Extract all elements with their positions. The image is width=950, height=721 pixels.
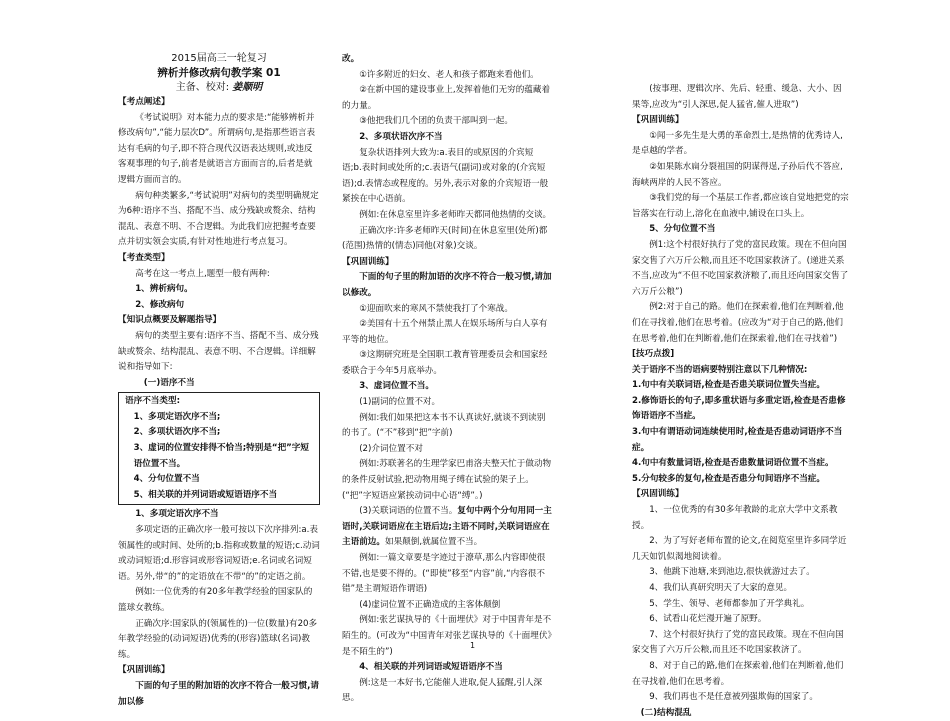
section-heading: (二)结构混乱 (640, 707, 692, 718)
tip-item: 1.句中有关联词语,检查是否患关联词位置失当症。 (632, 380, 825, 391)
paragraph: 正确次序:国家队的(领属性的)一位(数量)有20多年教学经验的(动词短语)优秀的(形容)篮球(名词)教练。 (118, 618, 318, 660)
exercise-item: 6、试看山花烂漫开遍了原野。 (649, 614, 767, 625)
paragraph: 例如:我们如果把这本书不认真读好,就谈不到读别的书了。(“不”移到“把”字前) (342, 412, 546, 439)
paragraph: 高考在这一考点上,题型一般有两种: (135, 268, 270, 279)
exercise-item: 8、对于自己的路,他们在探索着,他们在判断着,他们在寻找着,他们在思考着。 (632, 660, 844, 687)
paragraph: 《考试说明》对本能力点的要求是:“能够辨析并修改病句”,“能力层次D”。所谓病句,是指那些语言表达有毛病的句子,即不符合现代汉语表达规则,或违反客观事理的句子,前者是就语言方面而言的,后者是就逻辑方面而言的。 (118, 112, 316, 185)
example-item: ②在新中国的建设事业上,发挥着他们无穷的蕴藏着的力量。 (342, 85, 551, 111)
box-line: 5、相关联的并列词语或短语语序不当 (133, 489, 278, 500)
tip-item: 2.修饰语长的句子,即多重状语与多重定语,检查是否患修饰语语序不当症。 (632, 395, 846, 422)
rule-text: 复句中两个分句用同一主语时,关联词语应在主语后边;主语不同时,关联词语应在主语前边。 (342, 506, 552, 548)
sub-point-label: (3)关联词语的位置不当。 (359, 506, 458, 517)
doc-title: 辨析并修改病句教学案 01 (157, 67, 281, 79)
type-item: 2、修改病句 (135, 299, 185, 310)
subsection-heading: 5、分句位置不当 (649, 224, 716, 235)
paragraph: 例1:这个村很好执行了党的富民政策。现在不但向国家交售了六万斤公粮,而且还不吃国家救济了。(递进关系不当,应改为“不但不吃国家救济粮了,而且还向国家交售了六万斤公粮”) (632, 239, 849, 297)
heading-gonggu: 【巩固训练】 (118, 665, 170, 676)
paragraph: 例:这是一本好书,它能催人进取,促人猛醒,引人深思。 (342, 677, 543, 704)
summary-box (118, 392, 320, 505)
example-item: ③我们党的每一个基层工作者,都应该自觉地把党的宗旨落实在行动上,溶化在血液中,铺设在口头上。 (632, 193, 849, 219)
example-item: ②如果陈水扁分裂祖国的阴谋得逞,子孙后代不答应,海峡两岸的人民不答应。 (632, 161, 843, 188)
box-line: 2、多项状语次序不当; (133, 427, 221, 438)
paragraph: 例如:张艺谋执导的《十面埋伏》对于中国青年是不陌生的。(可改为“中国青年对张艺谋执导的《十面埋伏》是不陌生的”) (342, 615, 552, 657)
author-signature: 姜顺明 (232, 82, 263, 93)
heading-gonggu: 【巩固训练】 (342, 256, 394, 267)
heading-jiqiao: [技巧点拨] (632, 349, 675, 360)
page-number: 1 (470, 641, 476, 650)
example-item: ③他把我们几个团的负责干部叫到一起。 (359, 116, 513, 127)
subsection-heading: 4、相关联的并列词语或短语语序不当 (359, 662, 503, 673)
section-heading: (一)语序不当 (143, 377, 195, 388)
paragraph: 多项定语的正确次序一般可按以下次序排列:a.表领属性的或时间、处所的;b.指称或数量的短语;c.动词或动词短语;d.形容词或形容词短语;e.名词或名词短语。另外,带“的”的定语放在不带“的”的定语之前。 (118, 525, 320, 582)
heading-zhishi: 【知识点概要及解题指导】 (118, 315, 222, 326)
exercise-item: 9、我们再也不是任意被列强欺侮的国家了。 (649, 692, 818, 703)
box-line: 3、虚词的位置安排得不恰当;特别是“把”字短语位置不当。 (133, 443, 309, 469)
paragraph: 例如:在休息室里许多老师昨天都同他热情的交谈。 (359, 209, 552, 220)
tip-intro: 关于语序不当的语病要特别注意以下几种情况: (632, 364, 808, 375)
paragraph: 例如:一位优秀的有20多年教学经验的国家队的篮球女教练。 (118, 587, 313, 613)
exercise-item: 7、这个村很好执行了党的富民政策。现在不但向国家交售了六万斤公粮,而且还不吃国家救济了。 (632, 629, 844, 656)
example-item: ①迎面吹来的寒风不禁使我打了个寒战。 (359, 303, 513, 314)
box-line: 4、分句位置不当 (133, 474, 200, 485)
tip-item: 4.句中有数量词语,检查是否患数量词语位置不当症。 (632, 458, 834, 469)
column-middle (342, 52, 552, 707)
example-item: ③这期研究班是全国职工教育管理委员会和国家经委联合于今年5月底举办。 (342, 350, 548, 376)
author-line (118, 80, 320, 95)
heading-kaodian: 【考点阐述】 (118, 97, 170, 107)
subsection-heading: 1、多项定语次序不当 (135, 509, 219, 520)
tip-item: 5.分句较多的复句,检查是否患分句间语序不当症。 (632, 473, 825, 484)
rule-text-cont: 如果颠倒,就属位置不当。 (384, 537, 483, 548)
sub-point: (2)介词位置不对 (359, 443, 423, 454)
paragraph: 正确次序:许多老师昨天(时间)在休息室里(处所)都(范围)热情的(情态)同他(对象)交谈。 (342, 225, 548, 252)
tip-item: 3.句中有谓语动词连续使用时,检查是否患动词语序不当症。 (632, 427, 843, 453)
example-item: ①闻一多先生是大勇的革命烈士,是热情的优秀诗人,是卓越的学者。 (632, 130, 843, 157)
column-right (632, 82, 850, 721)
subsection-heading: 3、虚词位置不当。 (359, 381, 434, 392)
paragraph: (按事理、逻辑次序、先后、轻重、缓急、大小、因果等,应改为“引人深思,促人猛省,催人进取”) (632, 84, 842, 110)
paragraph: 例2:对于自己的路。他们在探索着,他们在判断着,他们在寻找着,他们在思考着。(应改为“对于自己的路,他们在思考着,他们在判断着,他们在探索着,他们在寻找着”) (632, 302, 844, 344)
sub-point: (1)副词的位置不对。 (359, 397, 441, 408)
exercise-item: 5、学生、领导、老师都参加了开学典礼。 (649, 598, 810, 609)
exercise-item: 4、我们认真研究明天了大家的意见。 (649, 583, 793, 593)
example-item: ②美国有十五个州禁止黑人在娱乐场所与白人享有平等的地位。 (342, 319, 548, 345)
heading-gonggu: 【巩固训练】 (632, 115, 684, 126)
exercise-item: 1、一位优秀的有30多年教龄的北京大学中文系教授。 (632, 505, 838, 531)
paragraph: 例如:一篇文章要是字迹过于潦草,那么内容即使很不错,也是要不得的。(“即使”移至“内容”前,“内容很不错”是主谓短语作谓语) (342, 553, 546, 595)
doc-series-title: 2015届高三一轮复习 (171, 53, 267, 64)
paragraph: 病句的类型主要有:语序不当、搭配不当、成分残缺或赘余、结构混乱、表意不明、不合逻辑。详细解说和指导如下: (118, 330, 319, 373)
exercise-instruction: 下面的句子里的附加语的次序不符合一般习惯,请加以修改。 (342, 272, 552, 298)
paragraph: 复杂状语排列大致为:a.表目的或原因的介宾短语;b.表时间或处所的;c.表语气(副词)或对象的(介宾短语);d.表情态或程度的。另外,表示对象的介宾短语一般紧挨在中心语前。 (342, 147, 549, 205)
heading-leixing: 【考查类型】 (118, 252, 170, 263)
box-line: 1、多项定语次序不当; (133, 411, 221, 422)
author-prefix: 主备、校对: (175, 82, 230, 93)
exercise-instruction-cont: 改。 (342, 54, 360, 64)
column-left (118, 52, 320, 710)
paragraph: 病句种类繁多,“考试说明”对病句的类型明确规定为6种:语序不当、搭配不当、成分残缺或赘余、结构混乱、表意不明、不合逻辑。为此我们应把握考查要点并切实领会实质,有针对性地进行考点复习。 (118, 190, 319, 248)
sub-point (342, 504, 552, 551)
sub-point: (4)虚词位置不正确造成的主客体颠倒 (359, 599, 501, 610)
example-item: ①许多附近的妇女、老人和孩子都跑来看他们。 (359, 69, 539, 80)
subsection-heading: 2、多项状语次序不当 (359, 131, 443, 142)
exercise-item: 3、他跳下池塘,来到池边,很快就游过去了。 (649, 567, 815, 578)
paragraph: 例如:苏联著名的生理学家巴甫洛夫整天忙于做动物的条件反射试验,把动物用绳子缚在试验的架子上。(“把”字短语应紧挨动词中心语“缚”。) (342, 459, 552, 501)
box-line: 语序不当类型: (125, 396, 180, 407)
exercise-item: 2、为了写好老师布置的论文,在阅览室里许多同学近几天如饥似渴地阅读着。 (632, 536, 847, 562)
type-item: 1、辨析病句。 (135, 284, 193, 295)
heading-gonggu: 【巩固训练】 (632, 489, 684, 500)
exercise-instruction: 下面的句子里的附加语的次序不符合一般习惯,请加以修 (118, 680, 319, 707)
